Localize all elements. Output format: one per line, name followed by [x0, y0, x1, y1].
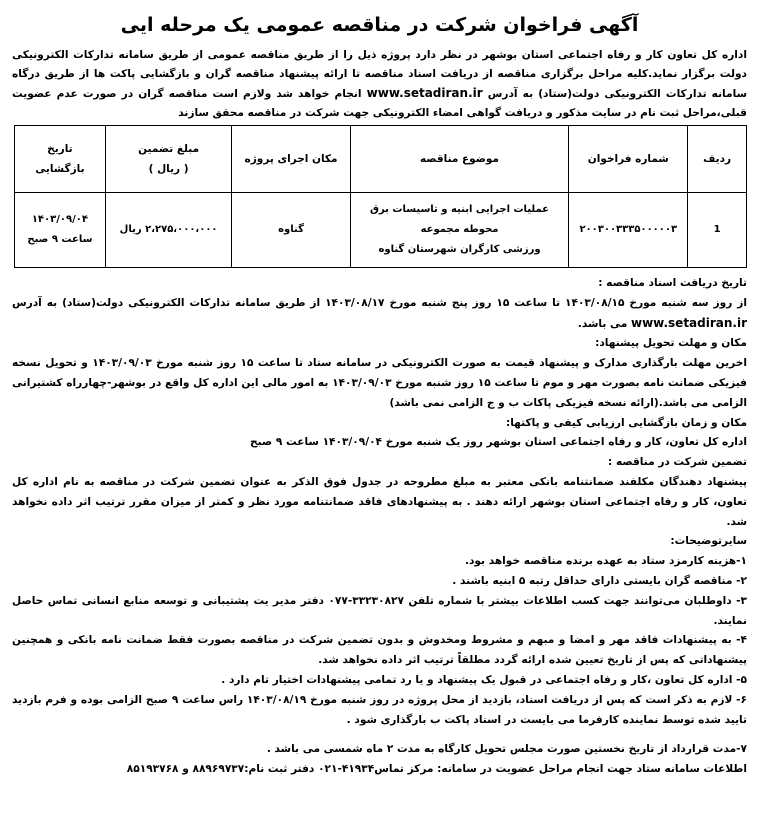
- opening-text: اداره کل تعاون، کار و رفاه اجتماعی استان بوشهر روز یک شنبه مورخ ۱۴۰۳/۰۹/۰۴ ساعت ۹ صبح: [249, 436, 747, 449]
- docs-text-address: آدرس: [12, 296, 42, 309]
- header-amount-line2: ( ریال ): [148, 163, 189, 175]
- docs-setadiran-link[interactable]: www.setadiran.ir: [630, 315, 747, 330]
- notice-body: [12, 274, 747, 780]
- cell-call-number: ۲۰۰۳۰۰۳۳۳۵۰۰۰۰۰۳: [569, 193, 688, 268]
- cell-date-line1: ۱۴۰۳/۰۹/۰۴: [31, 214, 88, 225]
- intro-paragraph: [12, 46, 747, 123]
- note-7: ۷-مدت قرارداد از تاریخ نخستین صورت مجلس تحویل کارگاه به مدت ۲ ماه شمسی می باشد .: [266, 743, 747, 756]
- notice-title: آگهی فراخوان شرکت در مناقصه عمومی یک مرحله ایی: [120, 14, 639, 36]
- table-row: [15, 193, 747, 268]
- spacer: [12, 730, 747, 740]
- header-date-line1: تاریخ: [47, 143, 73, 155]
- note-5: ۵- اداره کل تعاون ،کار و رفاه اجتماعی در قبول یک پیشنهاد و یا رد تمامی پیشنهادات اختیار تام دارد .: [221, 673, 747, 686]
- footer-contact-info: اطلاعات سامانه ستاد جهت انجام مراحل عضویت در سامانه: مرکز تماس۴۱۹۳۴-۰۲۱ دفتر ثبت نام:۸۸۹۶۹۷۳۷ و ۸۵۱۹۳۷۶۸: [126, 763, 747, 776]
- header-subject: موضوع مناقصه: [350, 126, 569, 193]
- cell-row-number: 1: [688, 193, 747, 268]
- note-4: ۴- به پیشنهادات فاقد مهر و امضا و مبهم و مشروط ومخدوش و بدون تضمین شرکت در مناقصه بصورت فقط ضمانت نامه بانکی و همچنین پیشنهاداتی که پس از تاریخ تعیین شده ارائه گردد مطلقاً ترتیب اثر داده نخواهد شد.: [12, 634, 747, 667]
- guarantee-text: پیشنهاد دهندگان مکلفند ضمانتنامه بانکی معتبر به مبلغ مطروحه در جدول فوق الذکر به عنوان تضمین شرکت در مناقصه به نام اداره کل تعاون، کار و رفاه اجتماعی استان بوشهر ارائه دهند . به پیشنهادهای فاقد ضمانتنامه مورد نظر و کمتر از میزان مقرر ترتیب اثر داده نخواهد شد.: [12, 475, 747, 528]
- tender-table: [14, 125, 747, 268]
- header-opening-date: [15, 126, 106, 193]
- cell-date-line2: ساعت ۹ صبح: [27, 234, 93, 245]
- cell-subject-line1: عملیات اجرایی ابنیه و تاسیسات برق محوطه مجموعه: [370, 204, 550, 235]
- cell-subject: [350, 193, 569, 268]
- note-1: ۱-هزینه کارمزد ستاد به عهده برنده مناقصه خواهد بود.: [464, 555, 747, 568]
- notes-heading: سایرتوضیحات:: [670, 535, 747, 548]
- intro-text-part1: اداره کل تعاون کار و رفاه اجتماعی استان بوشهر در نظر دارد پروژه ذیل را از طریق مناقصه عمومی از طریق سامانه تدارکات الکترونیکی دولت برگزار نماید.کلیه مراحل برگزاری مناقصه از دریافت اسناد مناقصه تا ارائه پیشنهاد مناقصه گران و بازگشایی پاکت ها از طریق درگاه سامانه تدارکات الکترونیکی دولت(ستاد) به آدرس: [12, 49, 747, 100]
- docs-text-line1: از روز سه شنبه مورخ ۱۴۰۳/۰۸/۱۵ تا ساعت ۱۵ روز پنج شنبه مورخ ۱۴۰۳/۰۸/۱۷ از طریق سامانه تدارکات الکترونیکی دولت(ستاد) به: [46, 296, 747, 309]
- header-guarantee-amount: [105, 126, 232, 193]
- setadiran-link[interactable]: www.setadiran.ir: [366, 86, 483, 100]
- guarantee-heading: تضمین شرکت در مناقصه :: [608, 456, 747, 469]
- note-2: ۲- مناقصه گران بایستی دارای حداقل رتبه ۵ ابنیه باشند .: [452, 574, 747, 587]
- docs-text: [12, 294, 747, 335]
- note-3: ۳- داوطلبان می‌توانند جهت کسب اطلاعات بیشتر با شماره تلفن ۳۳۲۳۰۸۲۷-۰۷۷ دفتر مدیر یت پشتیبانی و توسعه منابع انسانی تماس حاصل نمایند.: [12, 594, 747, 627]
- header-call-number: شماره فراخوان: [569, 126, 688, 193]
- note-6: ۶- لازم به ذکر است که پس از دریافت اسناد، بازدید از محل پروژه در روز شنبه مورخ ۱۴۰۳/۰۸/۱۹ راس ساعت ۹ صبح الزامی بوده و فرم بازدید تایید شده توسط نماینده کارفرما می بایست در اسناد پاکت ب بارگذاری شود .: [12, 693, 747, 726]
- header-date-line2: بازگشایی: [35, 163, 85, 175]
- deadline-text: اخرین مهلت بارگذاری مدارک و پیشنهاد قیمت به صورت الکترونیکی در سامانه ستاد تا ساعت ۱۵ روز شنبه مورخ ۱۴۰۳/۰۹/۰۳ و تحویل نسخه فیزیکی ضمانت نامه بصورت مهر و موم تا ساعت ۱۵ روز شنبه مورخ ۱۴۰۳/۰۹/۰۳ به امور مالی این اداره کل واقع در بوشهر-چهارراه کشتیرانی الزامی می باشد.(ارائه نسخه فیزیکی پاکات ب و ج الزامی نمی باشد): [12, 357, 748, 409]
- header-row-number: ردیف: [688, 126, 747, 193]
- cell-opening-date: [15, 193, 106, 268]
- docs-heading: تاریخ دریافت اسناد مناقصه :: [598, 277, 747, 289]
- deadline-heading: مکان و مهلت تحویل پیشنهاد:: [595, 337, 747, 350]
- table-header-row: [15, 126, 747, 193]
- intro-text-part2: انجام خواهد شد ولازم است مناقصه گران در صورت عدم عضویت قبلی،مراحل ثبت نام در سایت مذکور و دریافت گواهی امضاء الکترونیکی جهت شرکت در مناقصه محقق سازند: [12, 88, 747, 119]
- cell-subject-line2: ورزشی کارگران شهرستان گناوه: [378, 244, 541, 255]
- header-place: مکان اجرای پروژه: [232, 126, 350, 193]
- cell-place: گناوه: [232, 193, 350, 268]
- header-amount-line1: مبلغ تضمین: [138, 143, 200, 155]
- docs-text-end: می باشد.: [577, 317, 628, 330]
- cell-guarantee-amount: ۲،۲۷۵،۰۰۰،۰۰۰ ریال: [105, 193, 232, 268]
- opening-heading: مکان و زمان بازگشایی ارزیابی کیفی و پاکتها:: [505, 416, 747, 429]
